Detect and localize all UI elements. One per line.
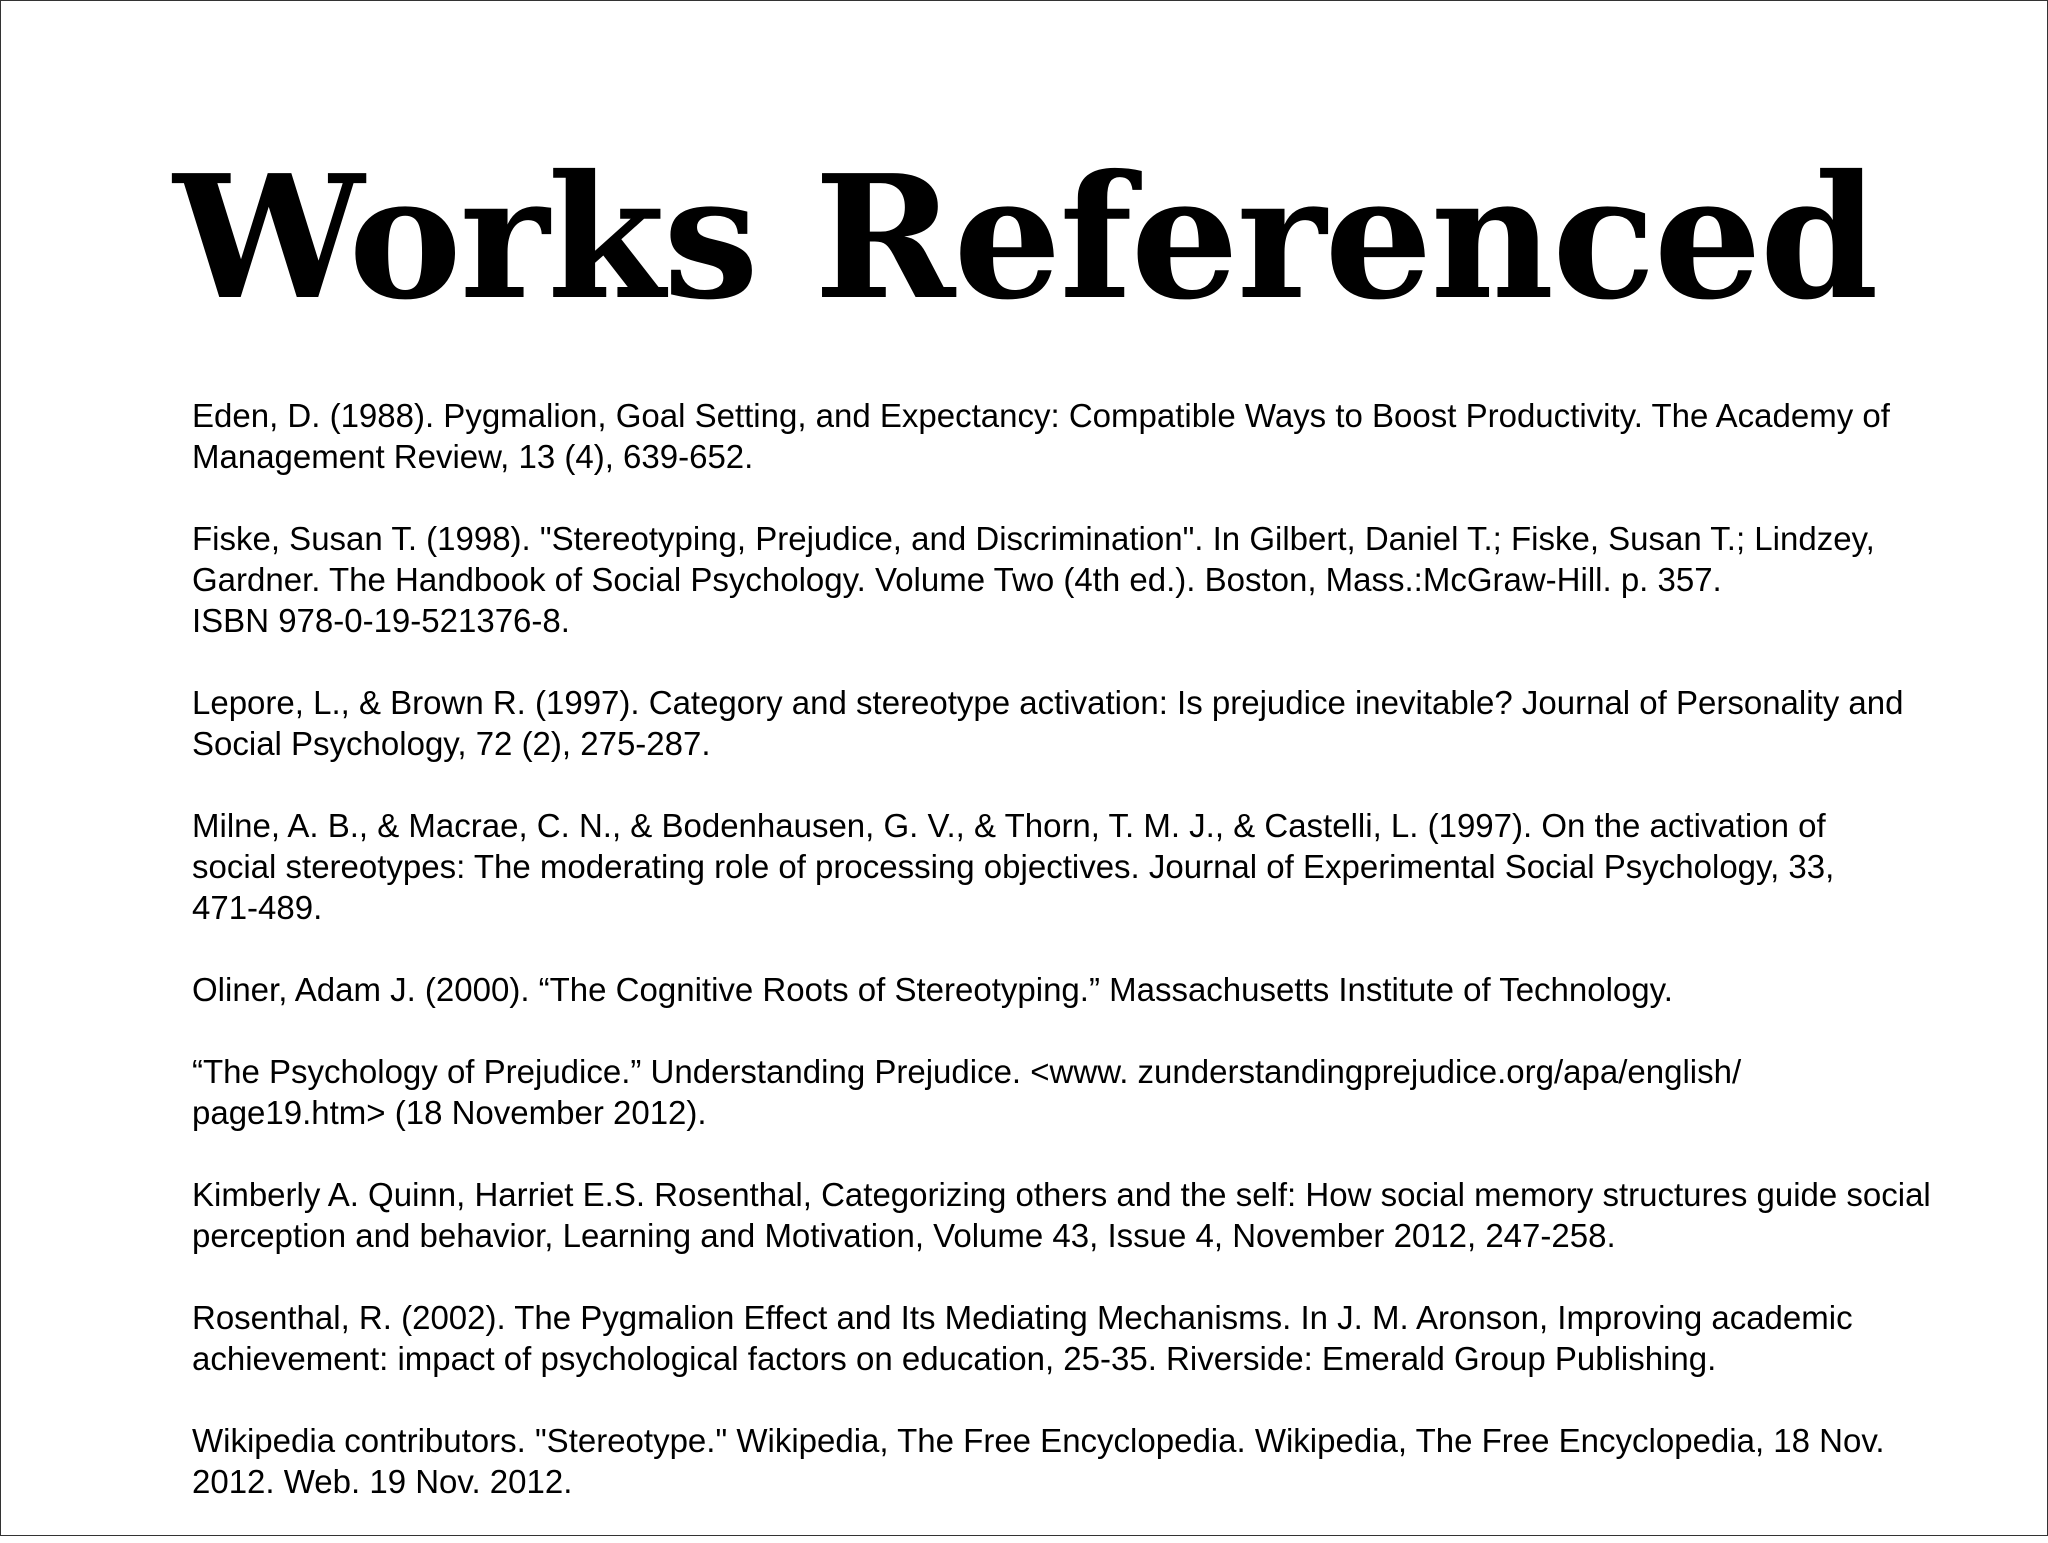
reference-line: 2012. Web. 19 Nov. 2012. [192,1463,573,1500]
reference-line: 471-489. [192,889,323,926]
reference-line: social stereotypes: The moderating role of processing objectives. Journal of Experimental Social Psychology, 33, [192,848,1835,885]
reference-line: Wikipedia contributors. "Stereotype." Wikipedia, The Free Encyclopedia. Wikipedia, The Free Encyclopedia, 18 Nov. [192,1422,1885,1459]
reference-line: Oliner, Adam J. (2000). “The Cognitive Roots of Stereotyping.” Massachusetts Institute of Technology. [192,971,1673,1008]
page-title: Works Referenced [173,138,1877,338]
reference-item [192,682,1912,764]
reference-line: Management Review, 13 (4), 639-652. [192,438,754,475]
reference-item [192,395,1912,477]
reference-item [192,1051,1912,1133]
reference-line: Rosenthal, R. (2002). The Pygmalion Effect and Its Mediating Mechanisms. In J. M. Aronson, Improving academic [192,1299,1853,1336]
reference-line: Lepore, L., & Brown R. (1997). Category and stereotype activation: Is prejudice inevitable? Journal of Personality and [192,684,1904,721]
reference-line: Social Psychology, 72 (2), 275-287. [192,725,711,762]
reference-line: Eden, D. (1988). Pygmalion, Goal Setting, and Expectancy: Compatible Ways to Boost Productivity. The Academy of [192,397,1890,434]
reference-line: achievement: impact of psychological factors on education, 25-35. Riverside: Emerald Group Publishing. [192,1340,1717,1377]
reference-line: Gardner. The Handbook of Social Psychology. Volume Two (4th ed.). Boston, Mass.:McGraw-Hill. p. 357. [192,561,1722,598]
reference-line: Fiske, Susan T. (1998). "Stereotyping, Prejudice, and Discrimination". In Gilbert, Daniel T.; Fiske, Susan T.; Lindzey, [192,520,1875,557]
reference-item [192,518,1912,641]
reference-line: Milne, A. B., & Macrae, C. N., & Bodenhausen, G. V., & Thorn, T. M. J., & Castelli, L. (1997). On the activation of [192,807,1826,844]
reference-line: Kimberly A. Quinn, Harriet E.S. Rosenthal, Categorizing others and the self: How social memory structures guide social [192,1176,1931,1213]
reference-item [192,1420,1912,1502]
reference-item [192,805,1912,928]
reference-item [192,969,1912,1010]
reference-line: “The Psychology of Prejudice.” Understanding Prejudice. <www. zunderstandingprejudice.org/apa/english/ [192,1053,1742,1090]
reference-line: page19.htm> (18 November 2012). [192,1094,707,1131]
reference-line: perception and behavior, Learning and Motivation, Volume 43, Issue 4, November 2012, 247-258. [192,1217,1616,1254]
reference-line: ISBN 978-0-19-521376-8. [192,602,570,639]
references-list [192,395,1931,1543]
reference-item [192,1174,1931,1256]
reference-item [192,1297,1912,1379]
